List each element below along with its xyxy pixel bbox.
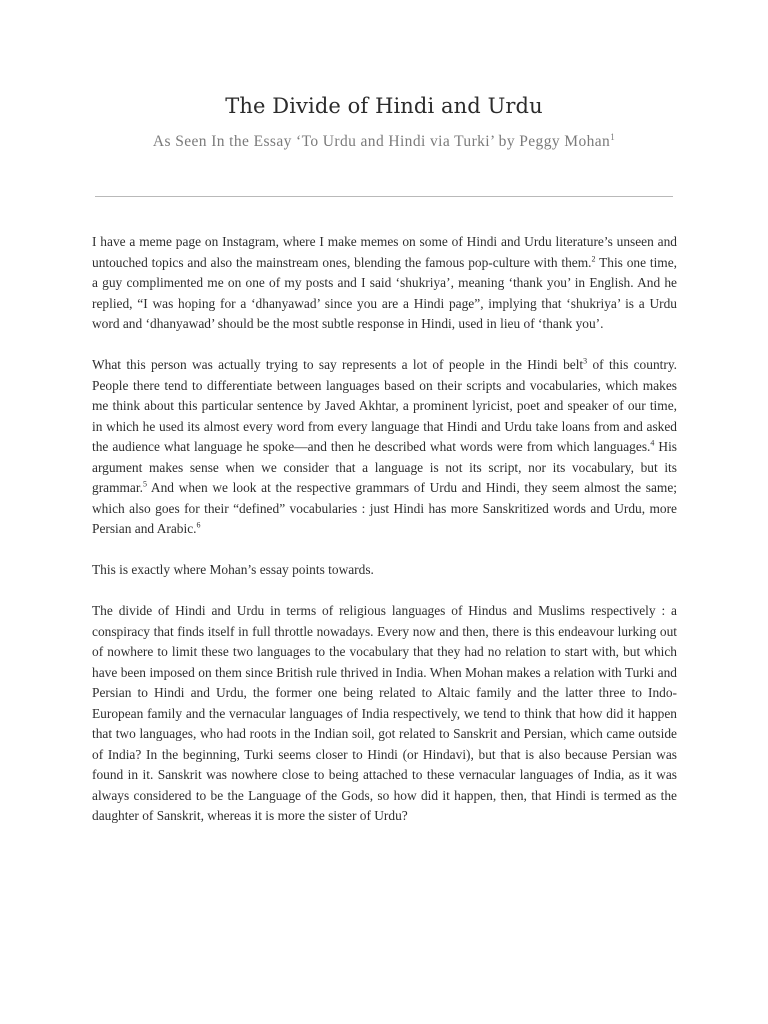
paragraph-text: This one time, a guy complimented me on one of my posts and I said ‘shukriya’, meaning ‘thank you’ in English. And he replied, “I was hoping for a ‘dhanyawad’ since you are a Hindi page”, implying that ‘shukriya’ is a Urdu word and ‘dhanyawad’ should be the most subtle response in Hindi, used in lieu of ‘thank you’. [92, 254, 677, 331]
title-divider [95, 196, 673, 197]
footnote-marker: 1 [610, 131, 616, 142]
paragraph-text: His argument makes sense when we consider that a language is not its script, nor its vocabulary, but its grammar. [92, 439, 677, 495]
body-text [92, 232, 677, 847]
paragraph-text: of this country. People there tend to differentiate between languages based on their scripts and vocabularies, which makes me think about this particular sentence by Javed Akhtar, a prominent lyricist, poet and speaker of our time, in which he used its almost every word from every language that Hindi and Urdu take loans from and asked the audience what language he spoke—and then he described what words were from which languages. [92, 357, 677, 454]
footnote-marker: 3 [583, 356, 588, 366]
footnote-marker: 4 [650, 438, 655, 448]
document-subtitle [0, 133, 768, 151]
paragraph-text: The divide of Hindi and Urdu in terms of religious languages of Hindus and Muslims respectively : a conspiracy that finds itself in full throttle nowadays. Every now and then, there is this endeavour lurking out of nowhere to limit these two languages to the vocabulary that they had no relation to start with, but which have been imposed on them since British rule thrived in India. When Mohan makes a relation with Turki and Persian to Hindi and Urdu, the former one being related to Altaic family and the latter three to Indo-European family and the vernacular languages of India respectively, we tend to think that how did it happen that two languages, who had roots in the Indian soil, got related to Sanskrit and Persian, which came outside of India? In the beginning, Turki seems closer to Hindi (or Hindavi), but that is also because Persian was found in it. Sanskrit was nowhere close to being attached to these vernacular languages of India, as it was always considered to be the Language of the Gods, so how did it happen, then, that Hindi is termed as the daughter of Sanskrit, whereas it is more the sister of Urdu? [92, 603, 677, 823]
paragraph [92, 560, 677, 581]
paragraph [92, 601, 677, 827]
paragraph-text: And when we look at the respective grammars of Urdu and Hindi, they seem almost the same; which also goes for their “defined” vocabularies : just Hindi has more Sanskritized words and Urdu, more Persian and Arabic. [92, 480, 677, 536]
paragraph-text: This is exactly where Mohan’s essay points towards. [92, 562, 374, 577]
footnote-marker: 5 [142, 479, 147, 489]
paragraph [92, 355, 677, 540]
paragraph-text: I have a meme page on Instagram, where I make memes on some of Hindi and Urdu literature’s unseen and untouched topics and also the mainstream ones, blending the famous pop-culture with them. [92, 234, 677, 270]
subtitle-text: As Seen In the Essay ‘To Urdu and Hindi via Turki’ by Peggy Mohan [152, 133, 611, 150]
paragraph-text: What this person was actually trying to say represents a lot of people in the Hindi belt [92, 357, 584, 372]
footnote-marker: 2 [591, 254, 596, 264]
paragraph [92, 232, 677, 335]
footnote-marker: 6 [196, 520, 201, 530]
document-title: The Divide of Hindi and Urdu [225, 94, 543, 118]
